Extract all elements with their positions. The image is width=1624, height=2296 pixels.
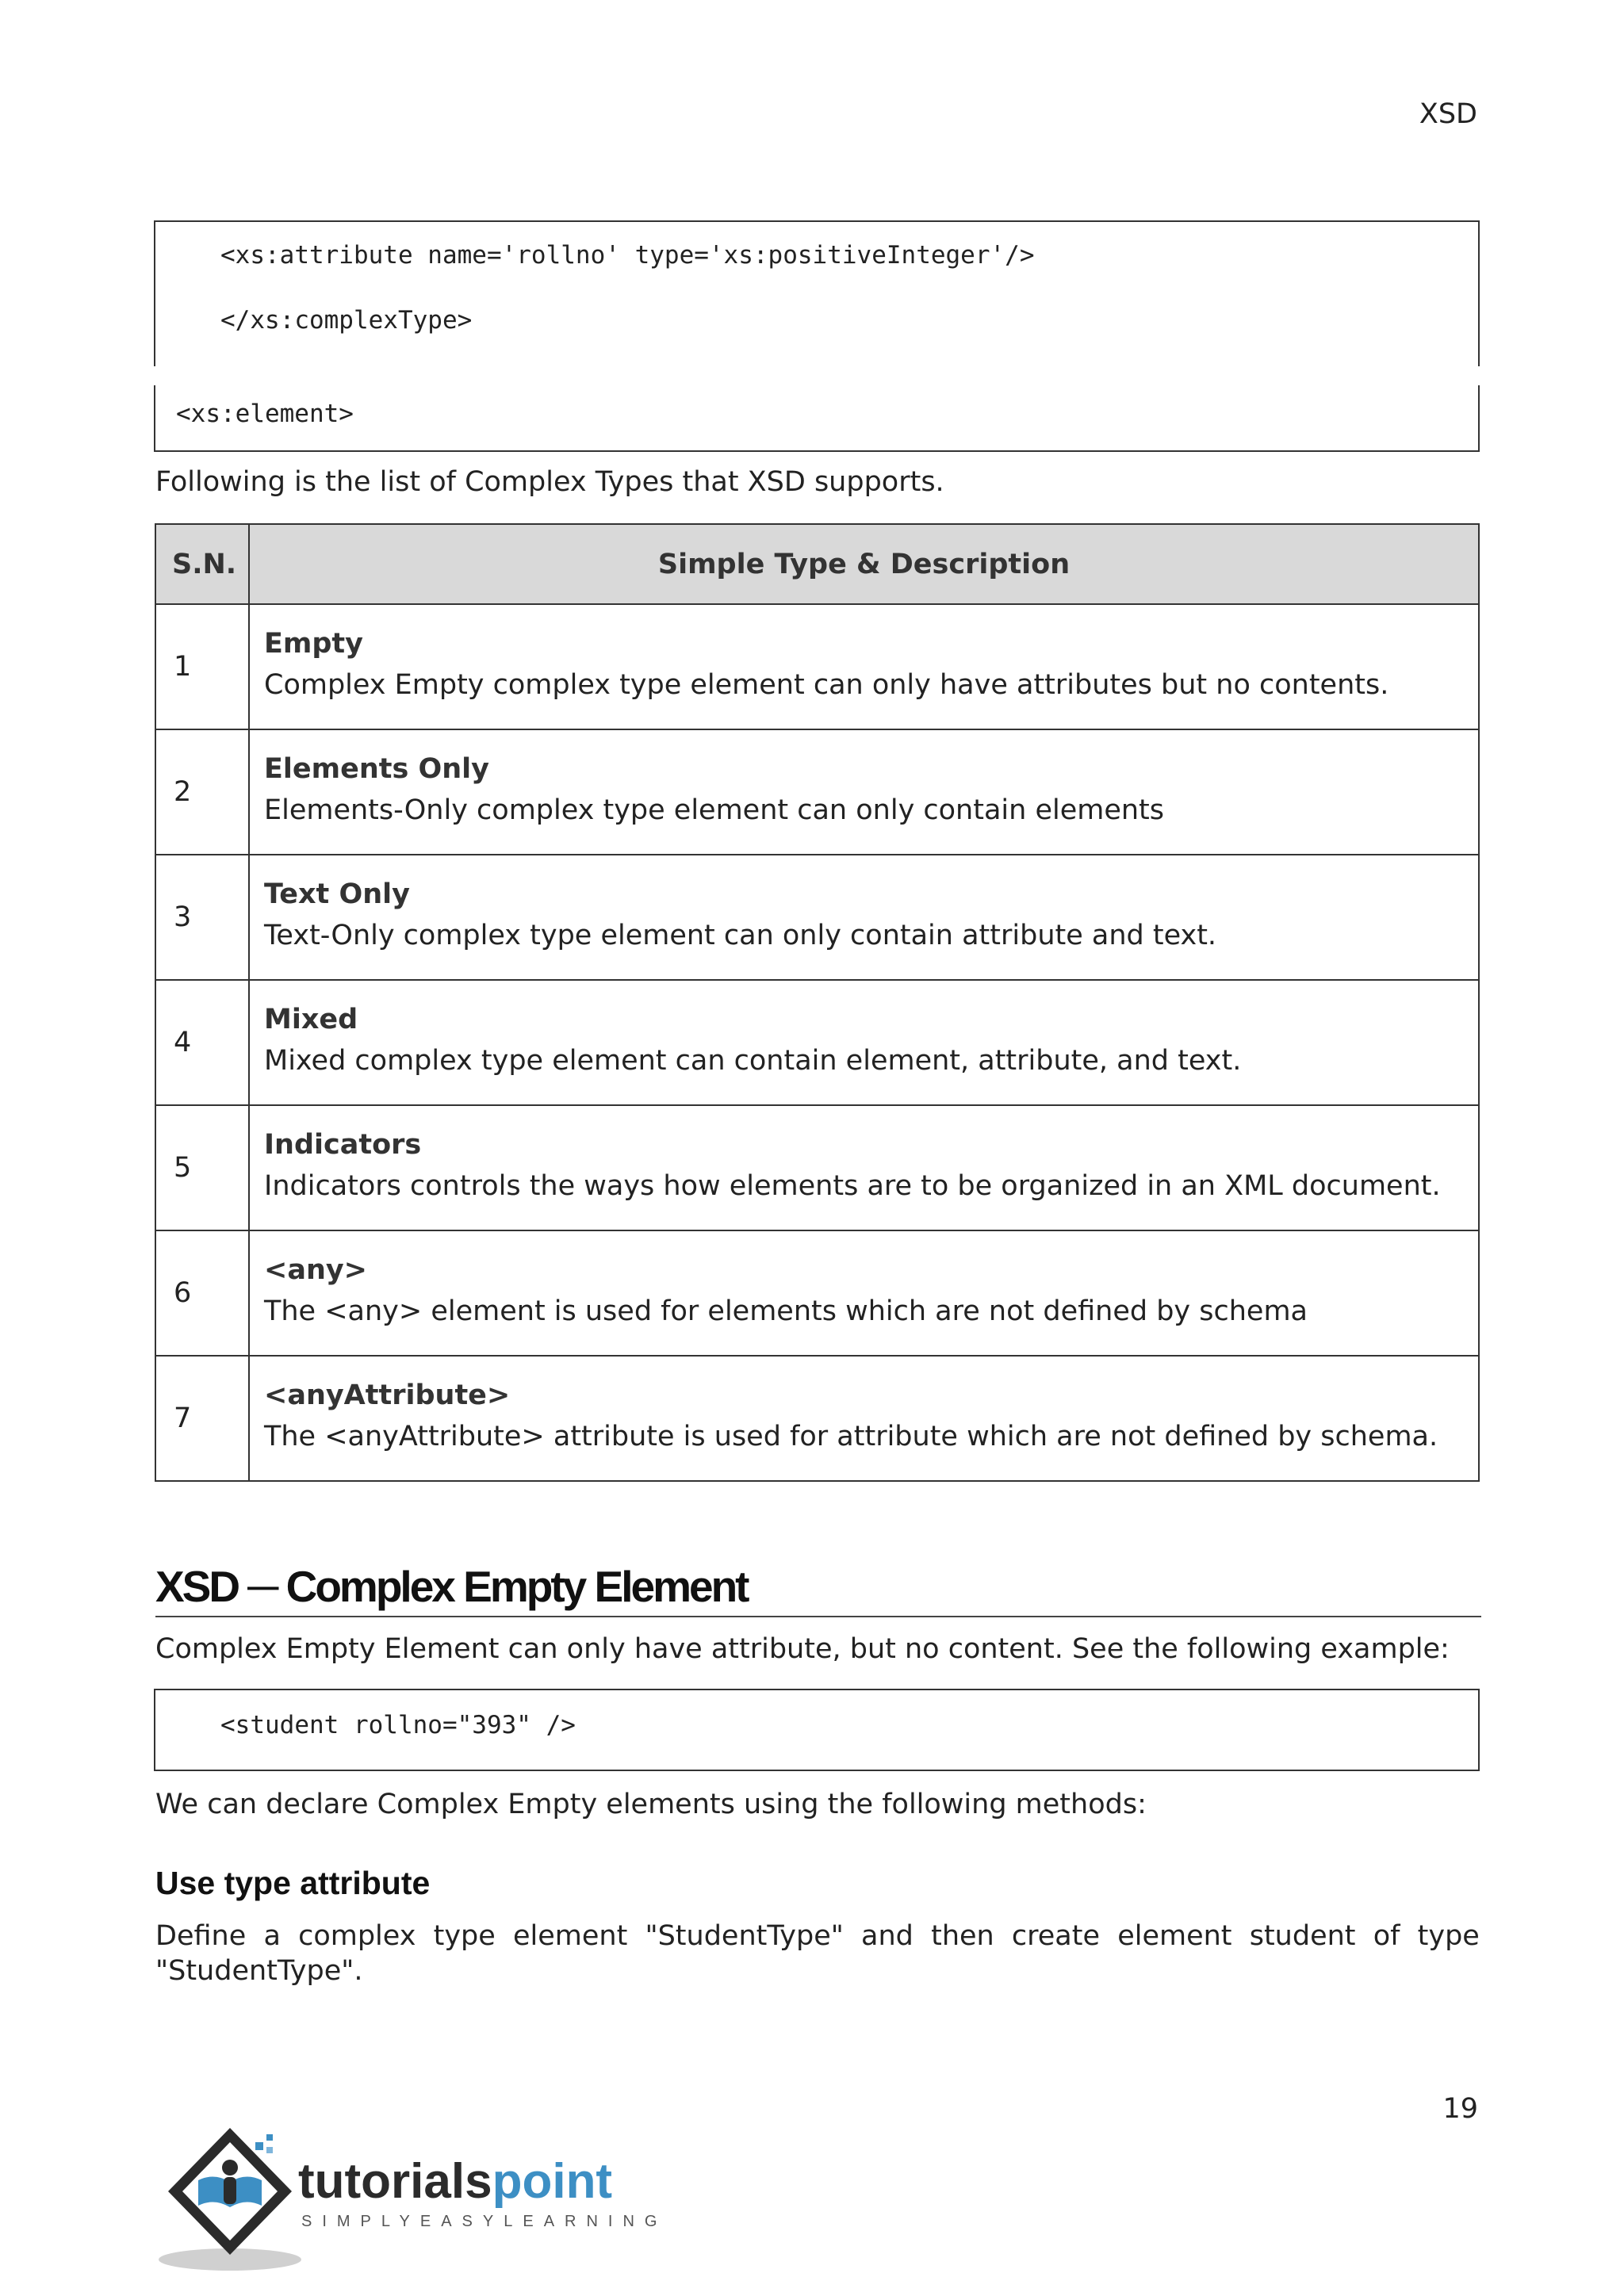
row-title: Text Only xyxy=(264,878,410,910)
row-title: Elements Only xyxy=(264,753,489,785)
word: create xyxy=(1011,1920,1101,1952)
row-title: Indicators xyxy=(264,1129,422,1161)
word: type xyxy=(433,1920,496,1952)
complex-types-table xyxy=(155,523,1480,1482)
logo-tagline: SIMPLYEASYLEARNING xyxy=(301,2213,668,2230)
row-number: 5 xyxy=(155,1105,249,1230)
logo-pixel xyxy=(255,2142,263,2150)
table-row xyxy=(155,855,1479,980)
row-description: Text-Only complex type element can only contain attribute and text. xyxy=(264,920,1217,951)
table-header-sn: S.N. xyxy=(155,524,249,604)
row-content xyxy=(249,1356,1479,1481)
sub-heading: Use type attribute xyxy=(155,1865,431,1901)
row-description: Mixed complex type element can contain element, attribute, and text. xyxy=(264,1045,1242,1077)
word: a xyxy=(263,1920,281,1952)
logo-pixel xyxy=(266,2134,273,2141)
word: then xyxy=(931,1920,994,1952)
row-content xyxy=(249,729,1479,855)
row-title: <any> xyxy=(264,1254,368,1286)
row-number: 3 xyxy=(155,855,249,980)
word: "StudentType" xyxy=(645,1920,844,1952)
logo-pixel xyxy=(266,2147,273,2153)
logo-wordmark: tutorialspoint xyxy=(298,2154,613,2209)
row-number: 4 xyxy=(155,980,249,1105)
row-description: The <anyAttribute> attribute is used for attribute which are not defined by schema. xyxy=(264,1421,1438,1452)
word: element xyxy=(512,1920,628,1952)
person-body-icon xyxy=(224,2177,236,2204)
row-content xyxy=(249,604,1479,729)
table-header-row xyxy=(155,524,1479,604)
row-title: Empty xyxy=(264,628,363,660)
table-row xyxy=(155,980,1479,1105)
row-description: The <any> element is used for elements which are not defined by schema xyxy=(264,1295,1308,1327)
code-block xyxy=(154,385,1480,452)
tutorialspoint-logo xyxy=(151,2118,674,2277)
row-number: 1 xyxy=(155,604,249,729)
row-description: Indicators controls the ways how elements are to be organized in an XML document. xyxy=(264,1170,1441,1202)
section-intro-text: Complex Empty Element can only have attribute, but no content. See the following example: xyxy=(155,1633,1450,1665)
row-number: 6 xyxy=(155,1230,249,1356)
table-row xyxy=(155,1356,1479,1481)
row-title: Mixed xyxy=(264,1004,358,1035)
row-content xyxy=(249,1230,1479,1356)
code-line: <xs:attribute name='rollno' type='xs:positiveInteger'/> xyxy=(220,241,1035,270)
paragraph-line: "StudentType". xyxy=(155,1955,363,1987)
word: complex xyxy=(298,1920,416,1952)
code-block xyxy=(154,1689,1480,1771)
row-number: 2 xyxy=(155,729,249,855)
table-row xyxy=(155,1230,1479,1356)
code-line: </xs:complexType> xyxy=(220,306,473,335)
code-block xyxy=(154,220,1480,366)
word: Define xyxy=(155,1920,247,1952)
word: element xyxy=(1117,1920,1232,1952)
methods-text: We can declare Complex Empty elements using the following methods: xyxy=(155,1789,1147,1820)
section-heading: XSD ─ Complex Empty Element xyxy=(155,1560,1481,1617)
code-line: <xs:element> xyxy=(176,400,354,428)
body-paragraph xyxy=(155,1919,1480,1988)
person-head-icon xyxy=(222,2160,238,2175)
row-title: <anyAttribute> xyxy=(264,1380,511,1411)
row-number: 7 xyxy=(155,1356,249,1481)
paragraph-line xyxy=(155,1919,1480,1954)
row-content xyxy=(249,855,1479,980)
word: of xyxy=(1373,1920,1400,1952)
page-header-title: XSD xyxy=(1419,98,1477,130)
row-content xyxy=(249,980,1479,1105)
intro-text: Following is the list of Complex Types that XSD supports. xyxy=(155,466,944,498)
word: type xyxy=(1417,1920,1480,1952)
logo-wordmark-accent: point xyxy=(492,2154,613,2209)
page-number: 19 xyxy=(1442,2093,1478,2125)
row-content xyxy=(249,1105,1479,1230)
table-row xyxy=(155,1105,1479,1230)
table-row xyxy=(155,729,1479,855)
row-description: Elements-Only complex type element can only contain elements xyxy=(264,794,1165,826)
code-line: <student rollno="393" /> xyxy=(220,1711,576,1739)
table-header-description: Simple Type & Description xyxy=(249,524,1479,604)
table-row xyxy=(155,604,1479,729)
word: student xyxy=(1249,1920,1356,1952)
word: and xyxy=(861,1920,914,1952)
row-description: Complex Empty complex type element can only have attributes but no contents. xyxy=(264,669,1389,701)
